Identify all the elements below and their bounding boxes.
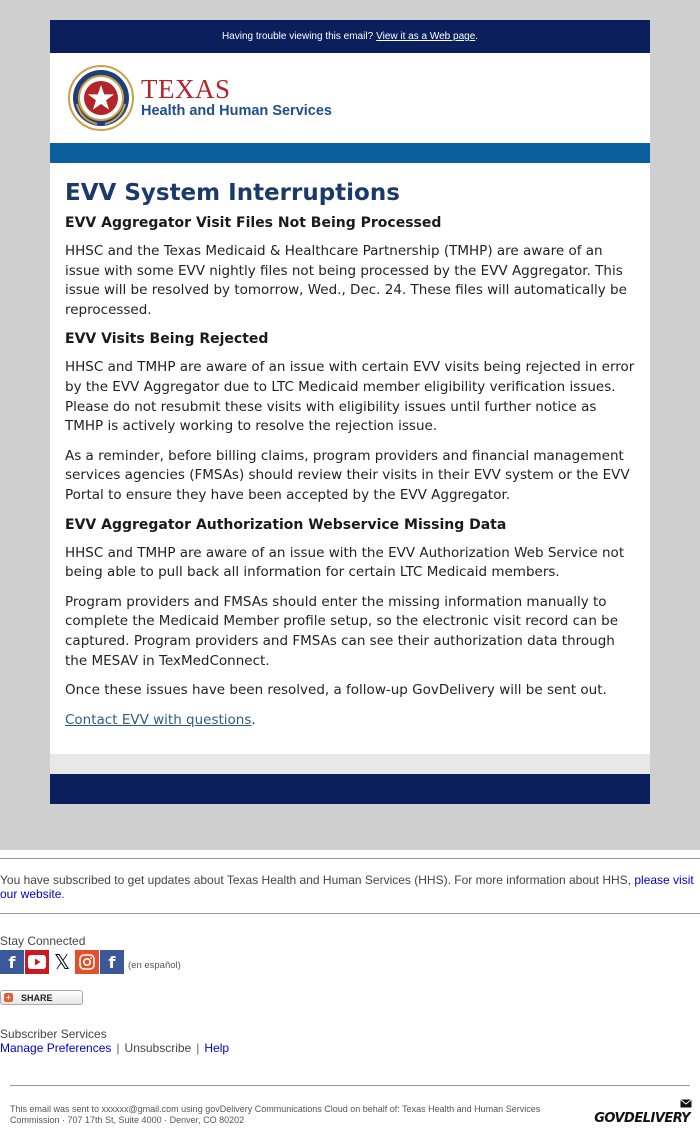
espanol-label: (en español) bbox=[128, 959, 181, 971]
closing-paragraph: Once these issues have been resolved, a follow-up GovDelivery will be sent out. bbox=[65, 682, 607, 699]
facebook-espanol-icon[interactable]: f bbox=[100, 950, 124, 974]
contact-line: Contact EVV with questions. bbox=[65, 711, 256, 728]
view-web-page-link[interactable]: View it as a Web page bbox=[376, 31, 476, 42]
share-label: SHARE bbox=[21, 992, 53, 1003]
manage-preferences-link[interactable]: Manage Preferences bbox=[0, 1041, 112, 1055]
plus-icon: + bbox=[4, 993, 13, 1002]
section-heading-visits-rejected: EVV Visits Being Rejected bbox=[65, 331, 269, 348]
unsubscribe-link[interactable]: Unsubscribe bbox=[124, 1041, 192, 1055]
subscriber-links: Manage Preferences | Unsubscribe | Help bbox=[0, 1041, 230, 1055]
paragraph: As a reminder, before billing claims, program providers and financial management services agencies (FMSAs) should review their visits in their EVV system or the EVV Portal to ensure they have been accepted by the EVV Aggregator. bbox=[65, 447, 630, 503]
contact-evv-link[interactable]: Contact EVV with questions bbox=[65, 711, 252, 728]
footer-gray-band bbox=[50, 754, 650, 774]
share-button[interactable] bbox=[0, 990, 83, 1005]
footer bbox=[0, 1086, 700, 1126]
texas-star-seal-icon bbox=[67, 64, 135, 132]
blue-strip bbox=[50, 143, 650, 163]
stay-connected-heading: Stay Connected bbox=[0, 934, 86, 948]
subscription-text: You have subscribed to get updates about Texas Health and Human Services (HHS). For more information about HHS, please visit our website. bbox=[0, 873, 694, 901]
section-heading-authorization: EVV Aggregator Authorization Webservice Missing Data bbox=[65, 516, 507, 533]
logo-area bbox=[50, 53, 650, 143]
brand-texas: TEXAS bbox=[141, 74, 231, 104]
paragraph: HHSC and TMHP are aware of an issue with the EVV Authorization Web Service not being able to pull back all information for certain LTC Medicaid members. bbox=[65, 544, 625, 581]
subscription-area bbox=[0, 850, 700, 1126]
paragraph: HHSC and TMHP are aware of an issue with certain EVV visits being rejected in error by the EVV Aggregator due to LTC Medicaid member eligibility verification issues. Please do not resubmit these visits with eligibility issues until further notice as TMHP is actively working to resolve the rejection issue. bbox=[65, 359, 635, 435]
visit-website-link[interactable]: please visit our website bbox=[0, 873, 694, 901]
subscriber-services bbox=[0, 1027, 700, 1055]
social-icons bbox=[0, 950, 700, 974]
x-icon[interactable]: 𝕏 bbox=[50, 950, 74, 974]
trouble-text: Having trouble viewing this email? bbox=[221, 31, 374, 42]
paragraph: HHSC and the Texas Medicaid & Healthcare Partnership (TMHP) are aware of an issue with some EVV nightly files not being processed by the EVV Aggregator. This issue will be resolved by tomorrow, Wed., Dec. 24. These files will automatically be reprocessed. bbox=[65, 243, 627, 318]
youtube-icon[interactable] bbox=[25, 950, 49, 974]
facebook-icon[interactable]: f bbox=[0, 950, 24, 974]
subscriber-heading: Subscriber Services bbox=[0, 1027, 107, 1041]
footer-blue-band bbox=[50, 774, 650, 804]
brand-wordmark bbox=[141, 76, 332, 120]
footer-text: This email was sent to xxxxxx@gmail.com using govDelivery Communications Cloud on behalf of: Texas Health and Human Services Commission · 707 17th St, Suite 4000 · Denver, CO 80202 bbox=[10, 1104, 541, 1125]
divider bbox=[0, 913, 700, 914]
instagram-icon[interactable] bbox=[75, 950, 99, 974]
email-container bbox=[50, 20, 650, 804]
section-heading-visit-files: EVV Aggregator Visit Files Not Being Processed bbox=[65, 215, 442, 231]
paragraph: Program providers and FMSAs should enter the missing information manually to complete the Medicaid Member profile setup, so the electronic visit record can be captured. Program providers and FMSAs can see their authorization data through the MESAV in TexMedConnect. bbox=[65, 593, 619, 669]
govdelivery-logo[interactable]: GOVDELIVERY bbox=[594, 1111, 690, 1126]
envelope-icon bbox=[680, 1099, 692, 1108]
article-title: EVV System Interruptions bbox=[65, 180, 400, 206]
help-link[interactable]: Help bbox=[204, 1041, 230, 1055]
article-body bbox=[50, 163, 650, 754]
brand-hhs: Health and Human Services bbox=[141, 103, 332, 119]
top-banner: Having trouble viewing this email? View it as a Web page . bbox=[50, 20, 650, 53]
